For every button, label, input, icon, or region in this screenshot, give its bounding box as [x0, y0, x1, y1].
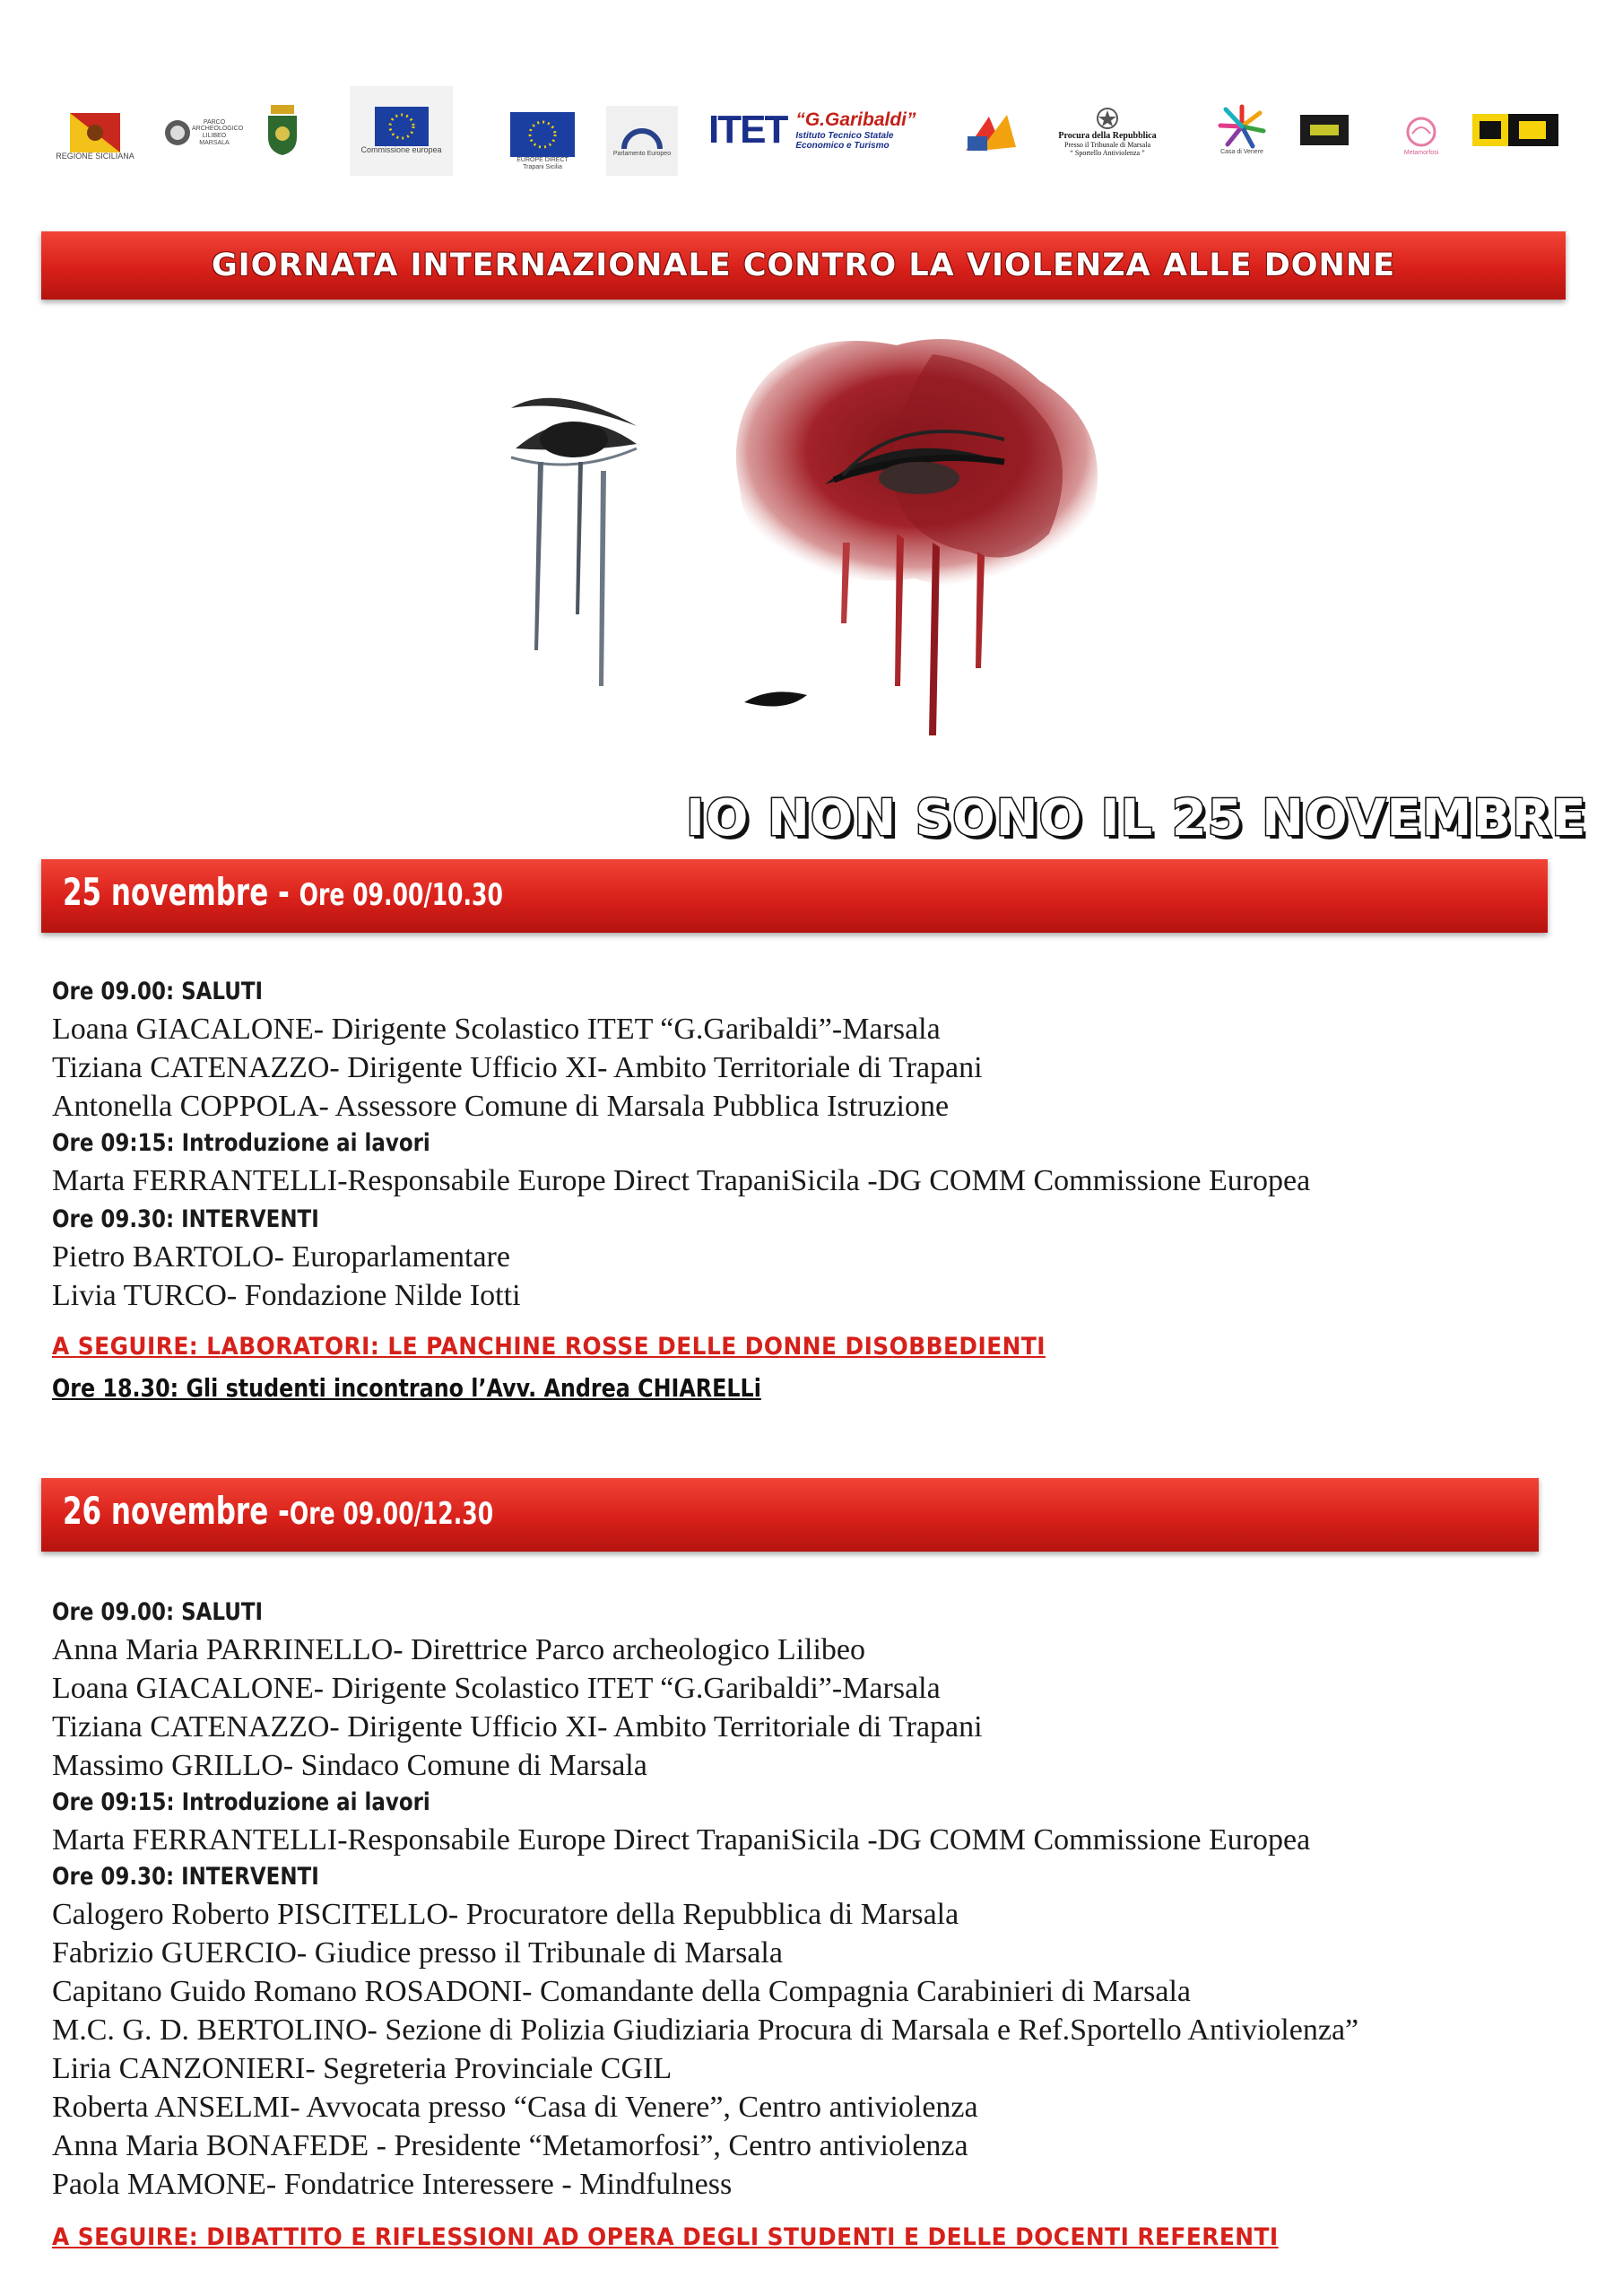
eu-flag-icon — [375, 107, 429, 146]
yellow-logo — [1471, 113, 1560, 147]
day1-greeting: Tiziana CATENAZZO- Dirigente Ufficio XI- Ambito Territoriale di Trapani — [52, 1051, 983, 1084]
day2-talk: Anna Maria BONAFEDE - Presidente “Metamorfosi”, Centro antiviolenza — [52, 2129, 968, 2162]
eu-flag-icon — [510, 112, 575, 157]
dark-badge-icon — [1306, 121, 1342, 139]
star-burst-icon — [1217, 104, 1267, 149]
parco-emblem-icon — [163, 118, 192, 147]
partner-logos — [54, 72, 1569, 197]
europe-direct-logo: EUROPE DIRECT Trapani Sicilia — [507, 108, 578, 176]
event-title: GIORNATA INTERNAZIONALE CONTRO LA VIOLENZA ALLE DONNE — [211, 248, 1396, 283]
day1-intro-heading: Ore 09:15: Introduzione ai lavori — [52, 1129, 430, 1157]
day2-greetings-heading: Ore 09.00: SALUTI — [52, 1598, 264, 1626]
day2-talk: Calogero Roberto PISCITELLO- Procuratore della Repubblica di Marsala — [52, 1898, 959, 1931]
day2-greeting: Tiziana CATENAZZO- Dirigente Ufficio XI- Ambito Territoriale di Trapani — [52, 1710, 983, 1744]
yellow-badge-icon — [1472, 114, 1558, 146]
parlamento-europeo-logo: Parlamento Europeo — [606, 106, 678, 176]
day2-talks-heading: Ore 09.30: INTERVENTI — [52, 1863, 319, 1891]
parliament-icon — [621, 124, 664, 151]
colorful-shape-icon — [962, 111, 1020, 154]
itet-wordmark: ITET — [708, 108, 787, 152]
comune-marsala-logo — [260, 99, 305, 161]
metamorfosi-icon — [1403, 114, 1439, 150]
regione-siciliana-logo: REGIONE SICILIANA — [54, 106, 136, 169]
day2-follow-up: A SEGUIRE: DIBATTITO E RIFLESSIONI AD OPERA DEGLI STUDENTI E DELLE DOCENTI REFERENTI — [52, 2223, 1279, 2251]
day1-greeting: Loana GIACALONE- Dirigente Scolastico ITET “G.Garibaldi”-Marsala — [52, 1013, 941, 1046]
day2-talk: M.C. G. D. BERTOLINO- Sezione di Polizia Giudiziaria Procura di Marsala e Ref.Sportello Antiviolenza” — [52, 2013, 1359, 2047]
watercolor-face-illustration — [430, 327, 1264, 776]
day2-heading: 26 novembre -Ore 09.00/12.30 — [63, 1489, 494, 1533]
day2-talk: Roberta ANSELMI- Avvocata presso “Casa di Venere”, Centro antiviolenza — [52, 2091, 978, 2124]
day1-heading: 25 novembre - Ore 09.00/10.30 — [63, 870, 503, 914]
commissione-europea-logo: Commissione europea — [350, 86, 453, 176]
day2-greeting: Massimo GRILLO- Sindaco Comune di Marsala — [52, 1749, 647, 1782]
day1-banner — [41, 859, 1548, 933]
day2-talk: Liria CANZONIERI- Segreteria Provinciale CGIL — [52, 2052, 673, 2085]
title-banner — [41, 231, 1566, 300]
day1-follow-up: A SEGUIRE: LABORATORI: LE PANCHINE ROSSE DELLE DONNE DISOBBEDIENTI — [52, 1333, 1046, 1361]
day1-greeting: Antonella COPPOLA- Assessore Comune di Marsala Pubblica Istruzione — [52, 1090, 950, 1123]
colorful-logo — [959, 108, 1022, 158]
day2-schedule — [52, 1595, 1576, 2251]
parco-archeologico-logo: PARCO ARCHEOLOGICO LILIBEO MARSALA — [160, 106, 240, 160]
coat-of-arms-icon — [265, 105, 299, 155]
day1-schedule — [52, 974, 1576, 1403]
day2-intro: Marta FERRANTELLI-Responsabile Europe Direct TrapaniSicila -DG COMM Commissione Europea — [52, 1823, 1311, 1857]
day1-intro: Marta FERRANTELLI-Responsabile Europe Direct TrapaniSicila -DG COMM Commissione Europea — [52, 1164, 1311, 1197]
day1-talk: Livia TURCO- Fondazione Nilde Iotti — [52, 1279, 521, 1312]
trinacria-icon — [70, 113, 120, 152]
itet-garibaldi-logo: ITET “G.Garibaldi” Istituto Tecnico Statale Economico e Turismo — [708, 108, 916, 152]
day2-talk: Capitano Guido Romano ROSADONI- Comandante della Compagnia Carabinieri di Marsala — [52, 1975, 1192, 2008]
italian-emblem-icon — [1096, 106, 1119, 131]
day2-talk: Fabrizio GUERCIO- Giudice presso il Tribunale di Marsala — [52, 1936, 783, 1970]
day1-talks-heading: Ore 09.30: INTERVENTI — [52, 1205, 319, 1233]
day2-talk: Paola MAMONE- Fondatrice Interessere - Mindfulness — [52, 2168, 733, 2201]
day1-talk: Pietro BARTOLO- Europarlamentare — [52, 1240, 510, 1274]
day1-greetings-heading: Ore 09.00: SALUTI — [52, 978, 264, 1005]
day2-greeting: Loana GIACALONE- Dirigente Scolastico ITET “G.Garibaldi”-Marsala — [52, 1672, 941, 1705]
day2-banner — [41, 1478, 1539, 1552]
day1-evening: Ore 18.30: Gli studenti incontrano l’Avv. Andrea CHIARELLi — [52, 1373, 761, 1403]
day2-intro-heading: Ore 09:15: Introduzione ai lavori — [52, 1788, 430, 1816]
dark-logo — [1300, 115, 1349, 145]
day2-greeting: Anna Maria PARRINELLO- Direttrice Parco archeologico Lilibeo — [52, 1633, 866, 1666]
slogan: IO NON SONO IL 25 NOVEMBRE — [686, 789, 1587, 848]
metamorfosi-logo: Metamorfosi — [1390, 104, 1453, 167]
procura-logo: Procura della Repubblica Presso il Tribunale di Marsala “ Sportello Antiviolenza ” — [1040, 90, 1175, 172]
casa-venere-logo: Casa di Venere — [1202, 90, 1282, 170]
